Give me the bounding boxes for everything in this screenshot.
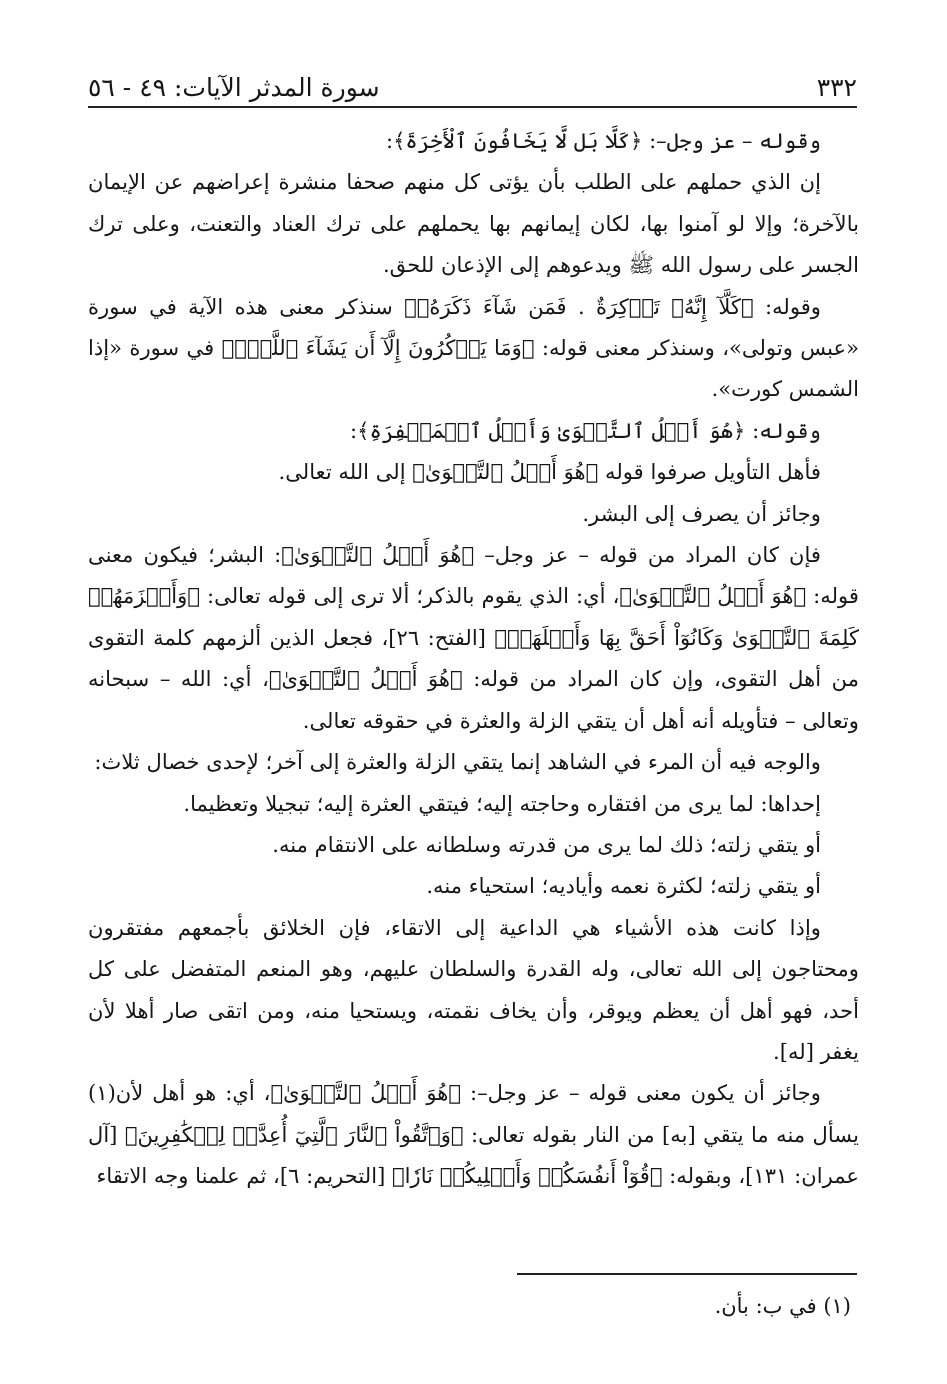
- paragraph: إن الذي حملهم على الطلب بأن يؤتى كل منهم صحفا منشرة إعراضهم عن الإيمان بالآخرة؛ وإلا لو آمنوا بها، لكان إيمانهم بها يحملهم على ترك العناد والتعنت، وعلى ترك الجسر على رسول الله ﷺ ويدعوهم إلى الإذعان للحق.: [88, 169, 859, 278]
- main-text: [88, 120, 859, 1197]
- paragraph: أو يتقي زلته؛ ذلك لما يرى من قدرته وسلطانه على الانتقام منه.: [272, 831, 821, 857]
- paragraph: وإذا كانت هذه الأشياء هي الداعية إلى الاتقاء، فإن الخلائق بأجمعهم مفتقرون ومحتاجون إلى الله تعالى، وله القدرة والسلطان عليهم، وهو المنعم المتفضل على كل أحد، فهو أهل أن يعظم ويوقر، وأن يخاف نقمته، ويستحيا منه، ومن اتقى صار أهلا لأن يغفر [له].: [88, 914, 859, 1064]
- header-rule: [88, 106, 857, 108]
- page-header: [88, 62, 857, 102]
- paragraph: وقوله: ﴿هُوَ أَهۡلُ ٱلتَّقۡوَىٰ وَأَهۡلُ ٱلۡمَغۡفِرَةِ﴾:: [350, 417, 821, 443]
- footnote: (١) في ب: بأن.: [714, 1294, 851, 1318]
- paragraph: وقوله: ﴿كَلَّآ إِنَّهُۥ تَذۡكِرَةٌ . فَمَن شَآءَ ذَكَرَهُۥ﴾ سنذكر معنى هذه الآية في سورة «عبس وتولى»، وسنذكر معنى قوله: ﴿وَمَا يَذۡكُرُونَ إِلَّآ أَن يَشَآءَ ٱللَّهُۚ﴾ في سورة «إذا الشمس كورت».: [88, 293, 859, 402]
- paragraph: إحداها: لما يرى من افتقاره وحاجته إليه؛ فيتقي العثرة إليه؛ تبجيلا وتعظيما.: [183, 790, 821, 816]
- paragraph: والوجه فيه أن المرء في الشاهد إنما يتقي الزلة والعثرة إلى آخر؛ لإحدى خصال ثلاث:: [94, 749, 821, 775]
- paragraph: وقوله – عز وجل–: ﴿كَلَّا بَل لَّا يَخَافُونَ ٱلْأَخِرَةَ﴾:: [385, 128, 821, 153]
- paragraph: فأهل التأويل صرفوا قوله ﴿هُوَ أَهۡلُ ٱلتَّقۡوَىٰ﴾ إلى الله تعالى.: [278, 459, 821, 485]
- running-title: سورة المدثر الآيات: ٤٩ - ٥٦: [88, 73, 380, 102]
- paragraph: فإن كان المراد من قوله – عز وجل– ﴿هُوَ أَهۡلُ ٱلتَّقۡوَىٰ﴾: البشر؛ فيكون معنى قوله: ﴿هُوَ أَهۡلُ ٱلتَّقۡوَىٰ﴾، أي: الذي يقوم بالذكر؛ ألا ترى إلى قوله تعالى: ﴿وَأَلۡزَمَهُمۡ كَلِمَةَ ٱلتَّقۡوَىٰ وَكَانُوٓاْ أَحَقَّ بِهَا وَأَهۡلَهَاۚ﴾ [الفتح: ٢٦]، فجعل الذين ألزمهم كلمة التقوى من أهل التقوى، وإن كان المراد من قوله: ﴿هُوَ أَهۡلُ ٱلتَّقۡوَىٰ﴾، أي: الله – سبحانه وتعالى – فتأويله أنه أهل أن يتقي الزلة والعثرة في حقوقه تعالى.: [88, 542, 859, 733]
- paragraph: وجائز أن يكون معنى قوله – عز وجل–: ﴿هُوَ أَهۡلُ ٱلتَّقۡوَىٰ﴾، أي: هو أهل لأن(١) يسأل منه ما يتقي [به] من النار بقوله تعالى: ﴿وَٱتَّقُواْ ٱلنَّارَ ٱلَّتِيٓ أُعِدَّتۡ لِلۡكَٰفِرِينَ﴾ [آل عمران: ١٣١]، وبقوله: ﴿قُوٓاْ أَنفُسَكُمۡ وَأَهۡلِيكُمۡ نَارٗا﴾ [التحريم: ٦]، ثم علمنا وجه الاتقاء: [88, 1080, 859, 1189]
- page-number: ٣٣٢: [816, 73, 857, 102]
- footnote-rule: [517, 1273, 857, 1275]
- paragraph: أو يتقي زلته؛ لكثرة نعمه وأياديه؛ استحياء منه.: [426, 873, 821, 899]
- paragraph: وجائز أن يصرف إلى البشر.: [582, 500, 821, 526]
